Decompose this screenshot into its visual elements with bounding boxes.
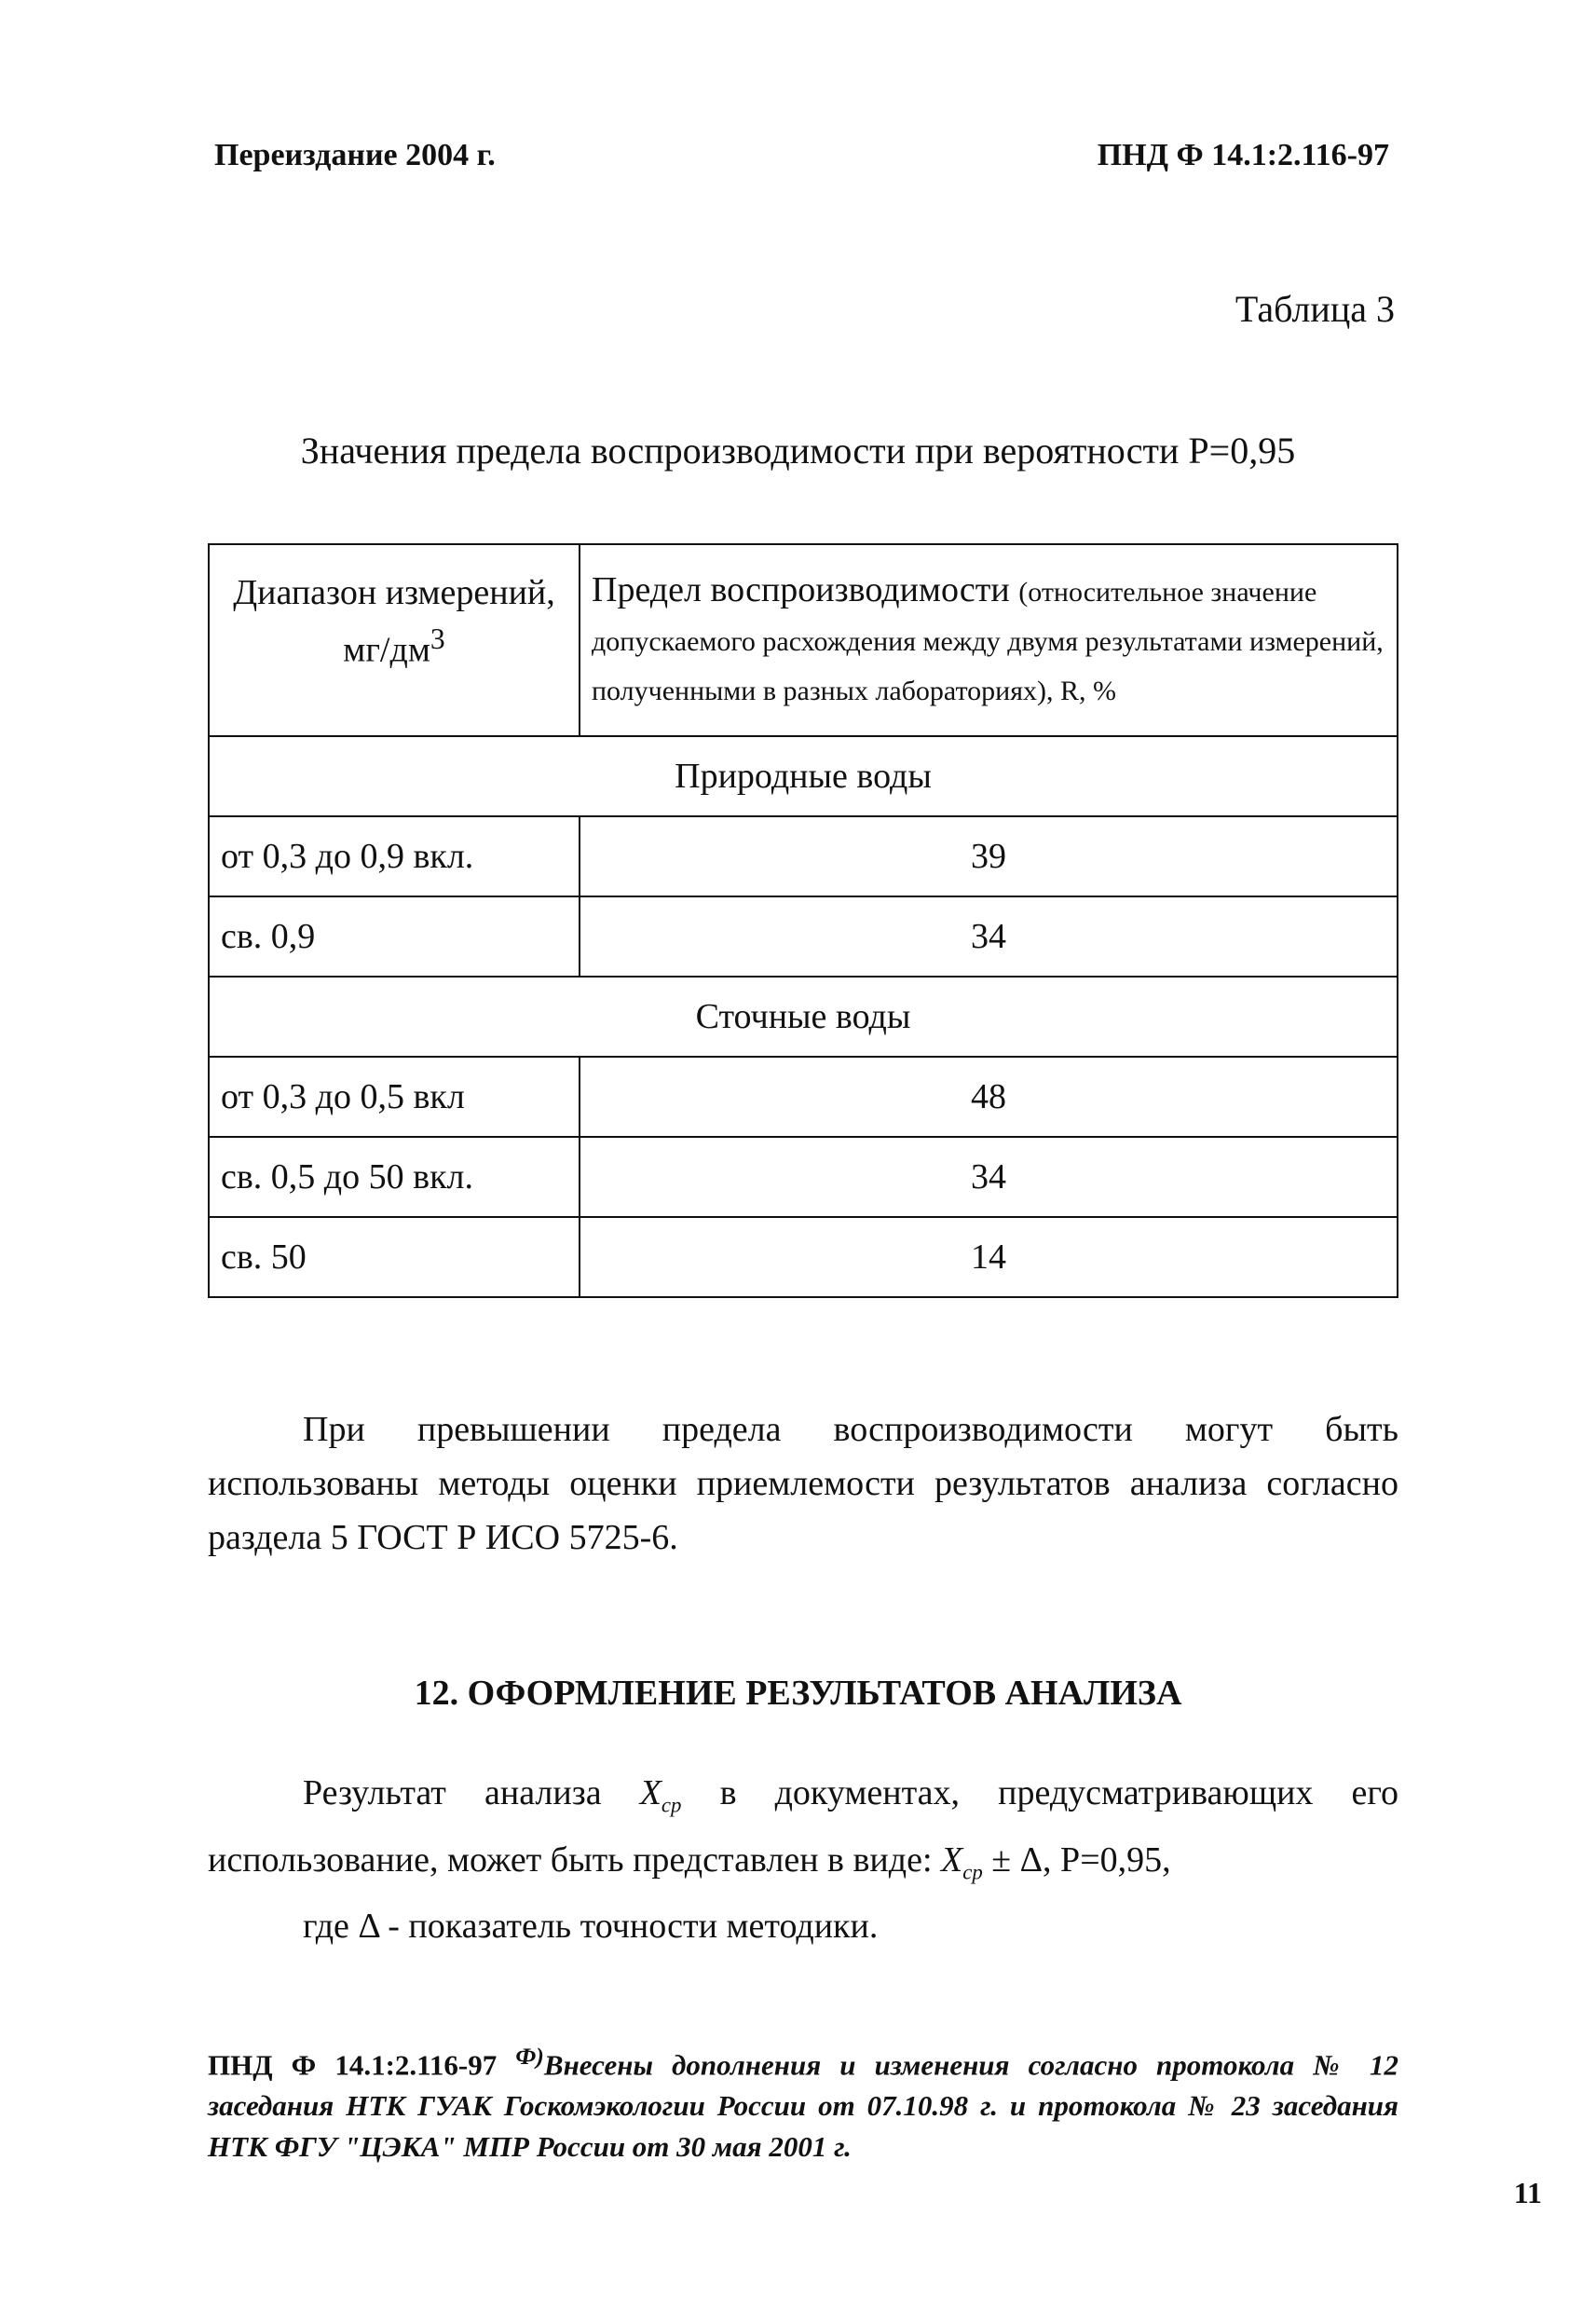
table-row (209, 1137, 1398, 1217)
footnote-mark: Ф) (515, 2043, 544, 2070)
variable-x-sub: ср (962, 1860, 983, 1884)
paragraph-delta-definition: где Δ - показатель точности методики. (303, 1907, 879, 1946)
section-title: 12. ОФОРМЛЕНИЕ РЕЗУЛЬТАТОВ АНАЛИЗА (414, 1674, 1182, 1713)
footnote (208, 2036, 1398, 2167)
group-row (209, 736, 1398, 816)
header-cell-range (209, 544, 580, 736)
header-cell-limit (580, 544, 1398, 736)
table-row (209, 1217, 1398, 1297)
range-cell: от 0,3 до 0,5 вкл (209, 1057, 580, 1137)
value-cell: 39 (580, 816, 1398, 896)
group-title-natural-water: Природные воды (209, 736, 1398, 816)
variable-x-mean (639, 1773, 682, 1817)
table-header-row (209, 544, 1398, 736)
page-number: 11 (1513, 2176, 1542, 2209)
paragraph-reproducibility-note: При превышении предела воспроизводимости могут быть использованы методы оценки приемлемости результатов анализа согласно раздела 5 ГОСТ Р ИСО 5725-6. (208, 1410, 1398, 1557)
value-cell: 34 (580, 896, 1398, 977)
range-cell: св. 50 (209, 1217, 580, 1297)
table-label: Таблица 3 (1235, 288, 1395, 330)
header-range-label: Диапазон измерений, мг/дм (233, 573, 555, 670)
group-title-waste-water: Сточные воды (209, 977, 1398, 1057)
footnote-text: Внесены дополнения и изменения согласно протокола № 12 заседания НТК ГУАК Госкомэкологии России от 07.10.98 г. и протокола № 23 заседания НТК ФГУ "ЦЭКА" МПР России от 30 мая 2001 г. (208, 2048, 1398, 2164)
value-cell: 48 (580, 1057, 1398, 1137)
result-text-1: Результат анализа (303, 1773, 602, 1812)
header-range-sup: 3 (430, 622, 445, 655)
table-row (209, 816, 1398, 896)
value-cell: 14 (580, 1217, 1398, 1297)
table-caption: Значения предела воспроизводимости при вероятности Р=0,95 (300, 430, 1296, 472)
range-cell: от 0,3 до 0,9 вкл. (209, 816, 580, 896)
paragraph-result-format (208, 1766, 1398, 1899)
header-edition: Переиздание 2004 г. (214, 138, 496, 172)
variable-x-letter: X (639, 1773, 662, 1812)
range-cell: св. 0,5 до 50 вкл. (209, 1137, 580, 1217)
value-cell: 34 (580, 1137, 1398, 1217)
result-text-2: в документах, предусматривающих его использование, может быть представлен в виде: (208, 1773, 1399, 1880)
variable-x-letter: X (941, 1839, 963, 1880)
header-document-code: ПНД Ф 14.1:2.116-97 (1097, 138, 1389, 172)
header-limit-main: Предел воспроизводимости (592, 569, 1010, 609)
variable-x-mean-formula (941, 1839, 983, 1884)
table-row (209, 1057, 1398, 1137)
group-row (209, 977, 1398, 1057)
header-limit-detail: (относительное значение допускаемого расхождения между двумя результатами измерений, полученными в разных лабораториях), R, % (592, 576, 1384, 706)
footnote-code: ПНД Ф 14.1:2.116-97 (208, 2048, 498, 2082)
result-text-3: ± Δ, Р=0,95, (991, 1839, 1171, 1880)
range-cell: св. 0,9 (209, 896, 580, 977)
reproducibility-table (208, 543, 1398, 1298)
table-row (209, 896, 1398, 977)
variable-x-sub: ср (661, 1793, 682, 1817)
